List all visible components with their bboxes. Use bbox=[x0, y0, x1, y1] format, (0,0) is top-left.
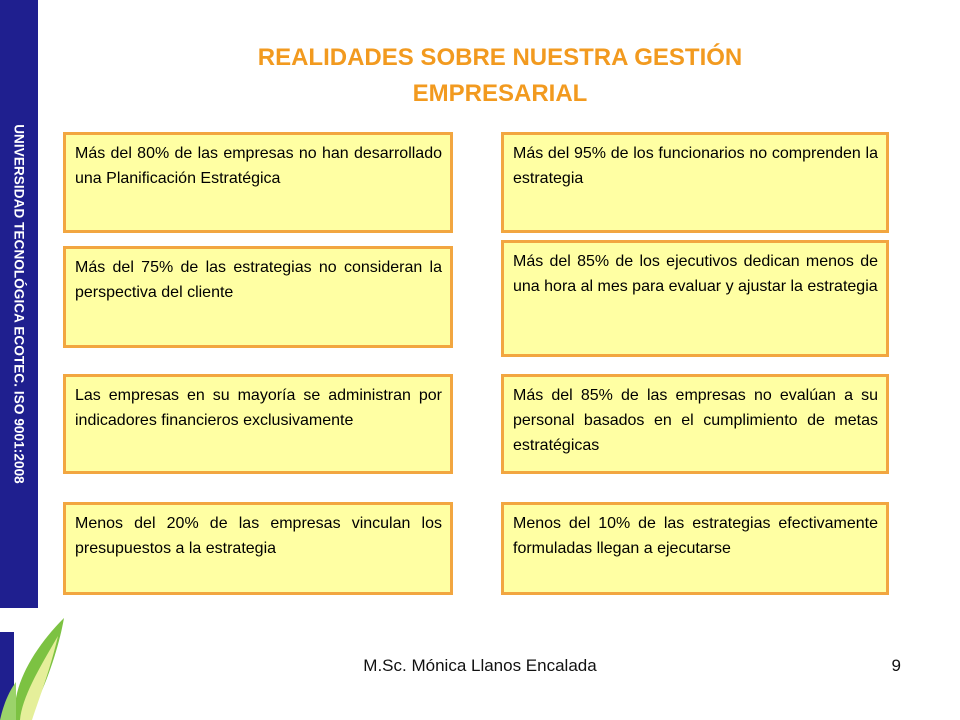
fact-text: Menos del 20% de las empresas vinculan los presupuestos a la estrategia bbox=[75, 515, 442, 557]
sidebar-text: UNIVERSIDAD TECNOLÓGICA ECOTEC. ISO 9001:2008 bbox=[11, 124, 27, 484]
fact-text: Más del 95% de los funcionarios no comprenden la estrategia bbox=[513, 145, 878, 187]
fact-box-right-1 bbox=[501, 132, 889, 233]
sidebar-banner bbox=[0, 0, 38, 608]
fact-box-left-3 bbox=[63, 374, 453, 474]
slide-title bbox=[120, 40, 880, 112]
university-logo bbox=[0, 612, 70, 720]
fact-box-right-4 bbox=[501, 502, 889, 595]
footer-author: M.Sc. Mónica Llanos Encalada bbox=[363, 656, 597, 675]
fact-text: Más del 85% de los ejecutivos dedican menos de una hora al mes para evaluar y ajustar la estrategia bbox=[513, 253, 878, 295]
slide-title-line1: REALIDADES SOBRE NUESTRA GESTIÓN bbox=[257, 44, 743, 71]
fact-box-right-3 bbox=[501, 374, 889, 474]
fact-text: Más del 85% de las empresas no evalúan a su personal basados en el cumplimiento de metas estratégicas bbox=[513, 387, 878, 454]
fact-box-left-4 bbox=[63, 502, 453, 595]
fact-text: Más del 75% de las estrategias no consideran la perspectiva del cliente bbox=[75, 259, 442, 301]
fact-text: Más del 80% de las empresas no han desarrollado una Planificación Estratégica bbox=[75, 145, 442, 187]
fact-box-right-2 bbox=[501, 240, 889, 357]
slide-title-line2: EMPRESARIAL bbox=[412, 80, 588, 107]
fact-box-left-1 bbox=[63, 132, 453, 233]
fact-box-left-2 bbox=[63, 246, 453, 348]
fact-text: Las empresas en su mayoría se administran por indicadores financieros exclusivamente bbox=[75, 387, 442, 429]
fact-text: Menos del 10% de las estrategias efectivamente formuladas llegan a ejecutarse bbox=[513, 515, 878, 557]
page-number: 9 bbox=[891, 656, 901, 675]
